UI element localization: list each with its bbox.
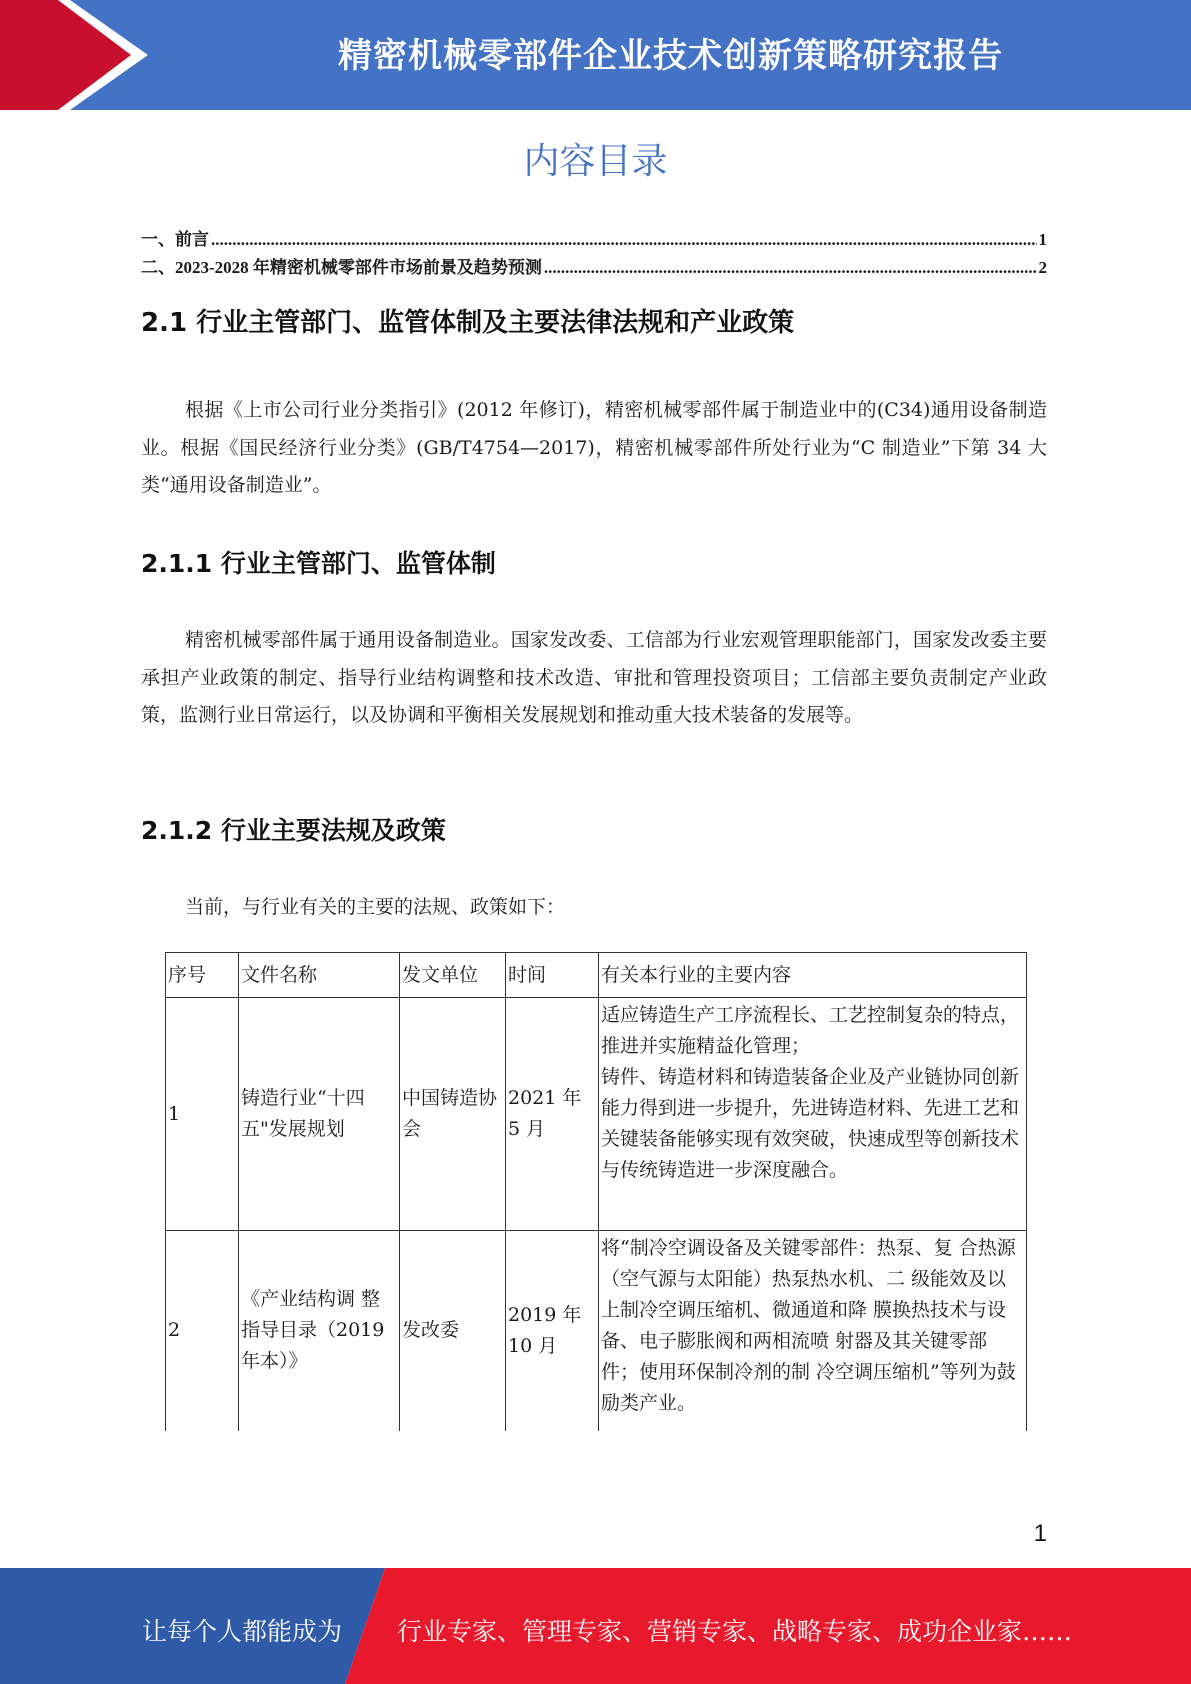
table-header-cell: 发文单位 [400,953,506,998]
policy-table [165,952,1027,1431]
toc-item-label: 一、前言 [141,230,209,249]
section-2-1-2-paragraph: 当前，与行业有关的主要的法规、政策如下： [185,896,566,918]
table-cell-no: 2 [166,1231,239,1431]
table-header-cell: 时间 [506,953,599,998]
table-cell-content: 将“制冷空调设备及关键零部件：热泵、复 合热源（空气源与太阳能）热泵热水机、二 级能效及以上制冷空调压缩机、微通道和降 膜换热技术与设备、电子膨胀阀和两相流喷 射器及其关键零部件；使用环保制冷剂的制 冷空调压缩机”等列为鼓励类产业。 [599,1231,1027,1431]
section-heading-2-1: 2.1 行业主管部门、监管体制及主要法律法规和产业政策 [141,308,795,338]
header-arrow-decoration [0,0,160,110]
footer-slogan-right: 行业专家、管理专家、营销专家、战略专家、成功企业家…… [397,1617,1073,1646]
table-cell-issuer: 中国铸造协会 [400,998,506,1231]
table-header-cell: 文件名称 [239,953,400,998]
toc-item-page: 1 [1038,230,1047,249]
section-heading-2-1-2: 2.1.2 行业主要法规及政策 [141,816,446,845]
table-cell-name: 铸造行业“十四五"发展规划 [239,998,400,1231]
table-cell-no: 1 [166,998,239,1231]
toc-item-forecast[interactable] [141,253,1047,281]
table-header-row [166,953,1027,998]
table-of-contents [141,225,1047,281]
toc-leader [211,230,1037,250]
report-title: 精密机械零部件企业技术创新策略研究报告 [338,36,1003,76]
footer-slogan-left: 让每个人都能成为 [142,1617,343,1646]
toc-item-preface[interactable] [141,225,1047,253]
toc-heading: 内容目录 [523,141,668,182]
table-cell-date: 2021 年 5 月 [506,998,599,1231]
table-cell-date: 2019 年 10 月 [506,1231,599,1431]
header-banner [0,0,1191,110]
table-row [166,1231,1027,1431]
table-cell-issuer: 发改委 [400,1231,506,1431]
section-2-1-1-paragraph: 精密机械零部件属于通用设备制造业。国家发改委、工信部为行业宏观管理职能部门，国家发改委主要承担产业政策的制定、指导行业结构调整和技术改造、审批和管理投资项目；工信部主要负责制定产业政策，监测行业日常运行，以及协调和平衡相关发展规划和推动重大技术装备的发展等。 [141,629,1047,726]
page-number: 1 [1033,1520,1047,1547]
table-row [166,998,1027,1231]
toc-item-label: 二、2023-2028 年精密机械零部件市场前景及趋势预测 [141,258,542,277]
table-cell-name: 《产业结构调 整指导目录（2019 年本）》 [239,1231,400,1431]
toc-leader [544,258,1037,278]
table-header-cell: 序号 [166,953,239,998]
section-heading-2-1-1: 2.1.1 行业主管部门、监管体制 [141,549,496,578]
section-2-1-paragraph: 根据《上市公司行业分类指引》(2012 年修订)，精密机械零部件属于制造业中的(C34)通用设备制造业。根据《国民经济行业分类》(GB/T4754—2017)，精密机械零部件所处行业为“C 制造业”下第 34 大类“通用设备制造业”。 [141,399,1047,496]
table-header-cell: 有关本行业的主要内容 [599,953,1027,998]
toc-item-page: 2 [1038,258,1047,277]
table-cell-content: 适应铸造生产工序流程长、工艺控制复杂的特点，推进并实施精益化管理； 铸件、铸造材料和铸造装备企业及产业链协同创新能力得到进一步提升，先进铸造材料、先进工艺和关键装备能够实现有效突破，快速成型等创新技术与传统铸造进一步深度融合。 [599,998,1027,1231]
